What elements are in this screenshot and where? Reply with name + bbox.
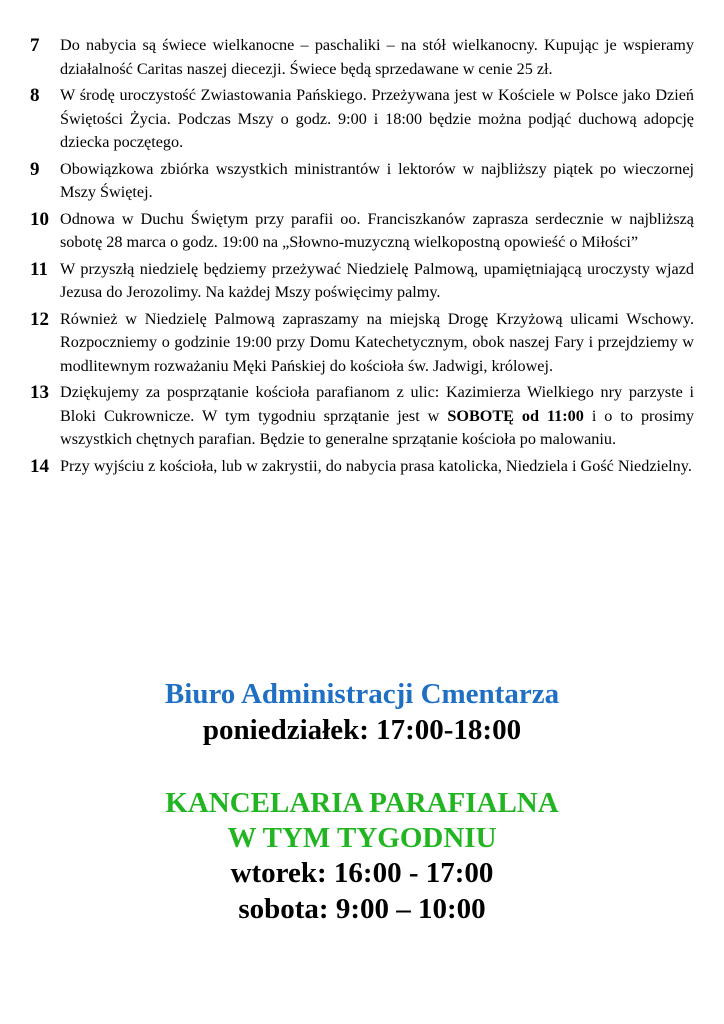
announcement-item-7	[30, 34, 694, 81]
announcement-number: 9	[30, 158, 40, 180]
announcement-number: 14	[30, 455, 49, 477]
announcement-item-10	[30, 208, 694, 255]
announcement-number: 10	[30, 208, 49, 230]
announcement-text: Również w Niedzielę Palmową zapraszamy na miejską Drogę Krzyżową ulicami Wschowy. Rozpoczniemy o godzinie 19:00 przy Domu Katechetycznym, obok naszej Fary i przejdziemy w modlitewnym rozważaniu Męki Pańskiej do kościoła św. Jadwigi, królowej.	[60, 309, 694, 375]
announcement-list	[30, 34, 694, 482]
announcement-text: Obowiązkowa zbiórka wszystkich ministrantów i lektorów w najbliższy piątek po wieczornej Mszy Świętej.	[60, 159, 694, 201]
announcement-item-8	[30, 84, 694, 155]
announcement-number: 11	[30, 258, 48, 280]
announcement-text	[60, 381, 694, 452]
announcement-number: 7	[30, 35, 40, 56]
announcement-text-part: Dziękujemy za posprzątanie kościoła parafianom z ulic: Kazimierza Wielkiego nry parzyste i Bloki Cukrownicze. W tym tygodniu sprzątanie jest w	[60, 383, 694, 425]
announcement-number: 8	[30, 85, 40, 106]
announcement-text: W środę uroczystość Zwiastowania Pańskiego. Przeżywana jest w Kościele w Polsce jako Dzień Świętości Życia. Podczas Mszy o godz. 9:00 i 18:00 będzie można podjąć duchową adopcję dziecka poczętego.	[60, 86, 694, 151]
parish-office-hours-saturday: sobota: 9:00 – 10:00	[238, 893, 486, 925]
announcement-text: W przyszłą niedzielę będziemy przeżywać Niedzielę Palmową, upamiętniającą uroczysty wjazd Jezusa do Jerozolimy. Na każdej Mszy poświęcimy palmy.	[60, 259, 694, 301]
parish-office-hours-tuesday: wtorek: 16:00 - 17:00	[230, 857, 494, 889]
announcement-text: Odnowa w Duchu Świętym przy parafii oo. Franciszkanów zaprasza serdecznie w najbliższą sobotę 28 marca o godz. 19:00 na „Słowno-muzyczną wielkopostną opowieść o Miłości”	[60, 209, 694, 251]
cemetery-office-title: Biuro Administracji Cmentarza	[164, 678, 560, 710]
announcement-text: Przy wyjściu z kościoła, lub w zakrystii, do nabycia prasa katolicka, Niedziela i Gość Niedzielny.	[60, 456, 692, 475]
announcement-number: 12	[30, 308, 49, 330]
announcement-item-12	[30, 308, 694, 379]
parish-office-title: KANCELARIA PARAFIALNA	[165, 787, 559, 819]
parish-office-subtitle: W TYM TYGODNIU	[227, 822, 497, 854]
announcement-item-9	[30, 158, 694, 205]
announcement-item-13	[30, 381, 694, 452]
announcement-item-11	[30, 258, 694, 305]
cemetery-office-hours: poniedziałek: 17:00-18:00	[202, 714, 522, 746]
announcement-text-part: i o to prosimy wszystkich chętnych parafian. Będzie to generalne sprzątanie kościoła po malowaniu.	[60, 406, 695, 448]
announcement-text-bold: SOBOTĘ od 11:00	[447, 406, 584, 425]
announcement-number: 13	[30, 382, 49, 403]
announcement-text: Do nabycia są świece wielkanocne – paschaliki – na stół wielkanocny. Kupując je wspieramy działalność Caritas naszej diecezji. Świece będą sprzedawane w cenie 25 zł.	[60, 36, 694, 78]
announcement-item-14	[30, 455, 694, 479]
